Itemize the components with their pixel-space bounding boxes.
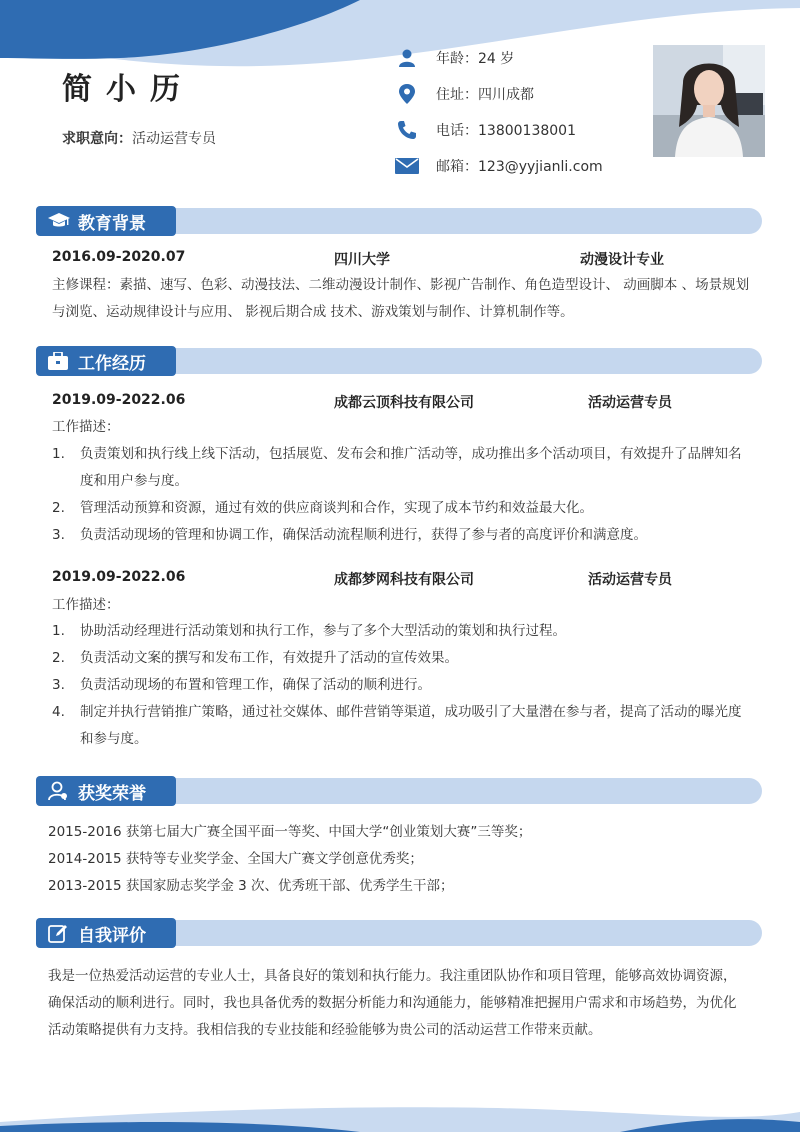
contact-email <box>394 148 603 184</box>
job-1-desc-label: 工作描述： <box>52 419 120 435</box>
resume-name: 简小历 <box>62 72 194 107</box>
edit-icon <box>48 923 70 943</box>
section-tag <box>36 206 176 236</box>
job-2-desc-label: 工作描述： <box>52 597 120 613</box>
contact-age <box>394 40 603 76</box>
list-item: 2. 负责活动文案的撰写和发布工作，有效提升了活动的宣传效果。 <box>52 650 458 666</box>
job-intent <box>62 128 216 148</box>
education-major: 动漫设计专业 <box>580 252 664 268</box>
job-intent-label: 求职意向： <box>62 131 132 147</box>
person-icon <box>394 47 420 69</box>
list-item: 1. 协助活动经理进行活动策划和执行工作，参与了多个大型活动的策划和执行过程。 <box>52 623 566 639</box>
section-track <box>126 920 762 946</box>
honor-item: 2014-2015 获特等专业奖学金、全国大广赛文学创意优秀奖； <box>48 851 423 867</box>
profile-photo <box>653 45 765 157</box>
contact-address-text: 住址：四川成都 <box>436 87 534 103</box>
honors-title: 获奖荣誉 <box>78 783 146 804</box>
list-item: 3. 负责活动现场的管理和协调工作，确保活动流程顺利进行，获得了参与者的高度评价和满意度。 <box>52 527 647 543</box>
list-item: 2. 管理活动预算和资源，通过有效的供应商谈判和合作，实现了成本节约和效益最大化。 <box>52 500 593 516</box>
work-title: 工作经历 <box>78 353 146 374</box>
job-1-position: 活动运营专员 <box>588 395 672 411</box>
self-eval-title: 自我评价 <box>78 925 146 946</box>
job-1-company: 成都云顶科技有限公司 <box>334 395 474 411</box>
work-section-header <box>36 346 762 374</box>
honors-section-header <box>36 776 762 804</box>
section-track <box>126 348 762 374</box>
list-item: 1. 负责策划和执行线上线下活动，包括展览、发布会和推广活动等，成功推出多个活动项目，有效提升了品牌知名度和用户参与度。 <box>52 446 742 489</box>
honor-item: 2013-2015 获国家励志奖学金 3 次、优秀班干部、优秀学生干部； <box>48 878 454 894</box>
job-2-duties <box>52 618 752 753</box>
section-tag <box>36 918 176 948</box>
section-track <box>126 208 762 234</box>
footer-wave-decoration <box>0 1102 800 1132</box>
location-pin-icon <box>394 83 420 105</box>
education-title: 教育背景 <box>78 213 146 234</box>
award-user-icon <box>48 781 70 801</box>
contact-address <box>394 76 603 112</box>
mail-icon <box>394 155 420 177</box>
contact-email-text: 邮箱：123@yyjianli.com <box>436 159 603 175</box>
contact-age-text: 年龄：24 岁 <box>436 51 515 67</box>
job-intent-value: 活动运营专员 <box>132 131 216 147</box>
self-eval-section-header <box>36 918 762 946</box>
self-eval-text: 我是一位热爱活动运营的专业人士，具备良好的策划和执行能力。我注重团队协作和项目管理，能够高效协调资源，确保活动的顺利进行。同时，我也具备优秀的数据分析能力和沟通能力，能够精准把握用户需求和市场趋势，为优化活动策略提供有力支持。我相信我的专业技能和经验能够为贵公司的活动运营工作带来贡献。 <box>48 968 737 1038</box>
briefcase-icon <box>48 352 70 370</box>
education-school: 四川大学 <box>334 252 390 268</box>
honor-item: 2015-2016 获第七届大广赛全国平面一等奖、中国大学“创业策划大赛”三等奖； <box>48 824 532 840</box>
section-track <box>126 778 762 804</box>
contact-info <box>394 40 603 184</box>
phone-icon <box>394 119 420 141</box>
contact-phone-text: 电话：13800138001 <box>436 123 576 139</box>
list-item: 4. 制定并执行营销推广策略，通过社交媒体、邮件营销等渠道，成功吸引了大量潜在参与者，提高了活动的曝光度和参与度。 <box>52 704 742 747</box>
education-courses: 主修课程：素描、速写、色彩、动漫技法、二维动漫设计制作、影视广告制作、角色造型设计、 动画脚本 、场景规划与浏览、运动规律设计与应用、 影视后期合成 技术、游戏策划与制作、计算机制作等。 <box>52 277 750 320</box>
job-2-period: 2019.09-2022.06 <box>52 569 186 585</box>
job-1-period: 2019.09-2022.06 <box>52 392 186 408</box>
job-1-duties <box>52 441 752 549</box>
section-tag <box>36 346 176 376</box>
list-item: 3. 负责活动现场的布置和管理工作，确保了活动的顺利进行。 <box>52 677 431 693</box>
job-2-position: 活动运营专员 <box>588 572 672 588</box>
job-2-company: 成都梦网科技有限公司 <box>334 572 474 588</box>
section-tag <box>36 776 176 806</box>
graduation-cap-icon <box>48 212 70 230</box>
education-period: 2016.09-2020.07 <box>52 249 186 265</box>
education-section-header <box>36 206 762 234</box>
contact-phone <box>394 112 603 148</box>
